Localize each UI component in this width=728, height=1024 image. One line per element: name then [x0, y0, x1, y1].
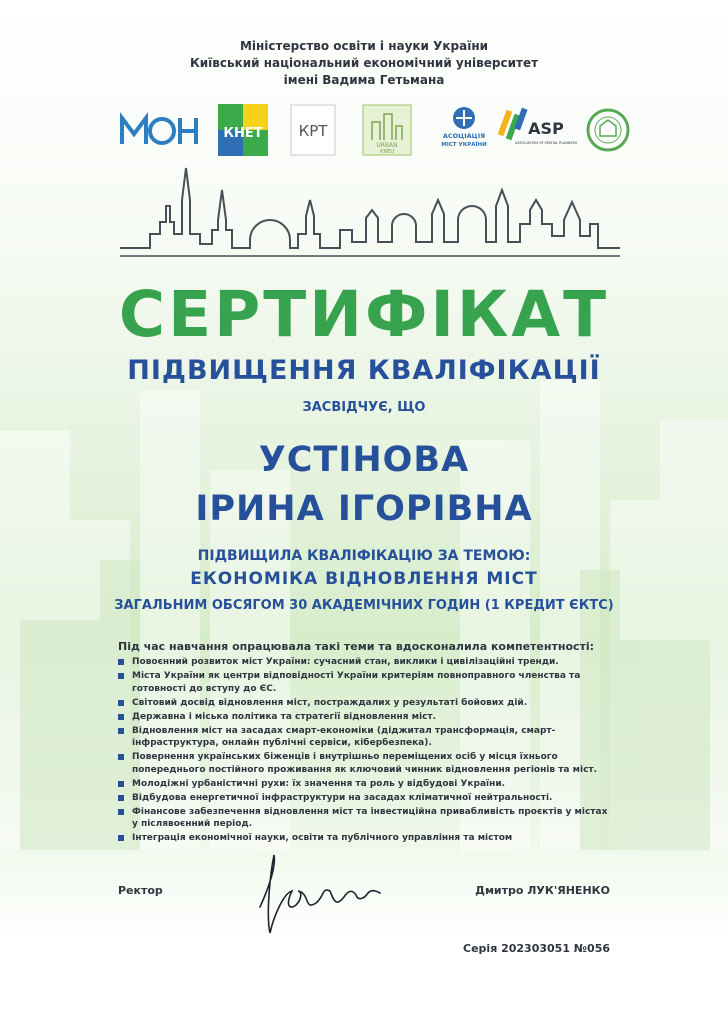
competencies-list	[118, 656, 608, 846]
partner-logos	[0, 104, 728, 160]
list-item-text: Відбудова енергетичної інфраструктури на засадах кліматичної нейтральності.	[132, 792, 553, 803]
university-namesake: імені Вадима Гетьмана	[283, 73, 445, 87]
topic-label: ПІДВИЩИЛА КВАЛІФІКАЦІЮ ЗА ТЕМОЮ:	[197, 548, 531, 564]
rector-label: Ректор	[118, 884, 163, 897]
asp-logo	[500, 104, 578, 156]
list-item	[118, 656, 608, 669]
list-item	[118, 778, 608, 791]
certificate-title: СЕРТИФІКАТ	[118, 278, 610, 351]
bullet-square-icon	[118, 673, 124, 679]
bullet-square-icon	[118, 835, 124, 841]
list-item-text: Світовий досвід відновлення міст, постраждалих у результаті бойових дій.	[132, 697, 528, 708]
course-volume: ЗАГАЛЬНИМ ОБСЯГОМ 30 АКАДЕМІЧНИХ ГОДИН (1 КРЕДИТ ЄКТС)	[114, 598, 614, 613]
bullet-square-icon	[118, 714, 124, 720]
issuer-header	[0, 38, 728, 89]
krt-logo	[290, 104, 336, 156]
recipient-surname: УСТІНОВА	[258, 440, 470, 480]
recipient-given-names: ІРИНА ІГОРІВНА	[195, 489, 533, 529]
svg-text:КРТ: КРТ	[298, 122, 328, 140]
urban-kneu-logo	[362, 104, 412, 156]
list-item	[118, 670, 608, 695]
svg-text:АСОЦІАЦІЯ: АСОЦІАЦІЯ	[442, 132, 486, 140]
certificate-subtitle: ПІДВИЩЕННЯ КВАЛІФІКАЦІЇ	[127, 355, 601, 386]
svg-text:МІСТ УКРАЇНИ: МІСТ УКРАЇНИ	[441, 142, 487, 148]
list-item	[118, 725, 608, 750]
cities-association-logo	[438, 104, 490, 156]
list-item-text: Молодіжні урбаністичні рухи: їх значення та роль у відбудові України.	[132, 778, 506, 789]
certificate-series-number: Серія 202303051 №056	[463, 942, 610, 955]
signer-name: Дмитро ЛУК'ЯНЕНКО	[475, 884, 610, 897]
competencies-intro: Під час навчання опрацювала такі теми та вдосконалила компетентності:	[118, 640, 595, 653]
list-item	[118, 792, 608, 805]
university-name: Київський національний економічний університет	[189, 56, 539, 70]
svg-text:ASP: ASP	[528, 119, 564, 138]
bullet-square-icon	[118, 754, 124, 760]
certifies-label: ЗАСВІДЧУЄ, ЩО	[302, 400, 426, 415]
bullet-square-icon	[118, 795, 124, 801]
bullet-square-icon	[118, 781, 124, 787]
list-item-text: Відновлення міст на засадах смарт-економіки (діджитал трансформація, смарт-інфраструктура, онлайн публічні сервіси, кібербезпека).	[132, 725, 556, 748]
rector-signature	[240, 845, 390, 945]
list-item-text: Повоєнний розвиток міст України: сучасний стан, виклики і цивілізаційні тренди.	[132, 657, 559, 667]
list-item	[118, 751, 608, 776]
bullet-square-icon	[118, 809, 124, 815]
list-item-text: Міста України як центри відповідності України критеріям повноправного членства та готовності до вступу до ЄС.	[132, 671, 581, 694]
list-item-text: Державна і міська політика та стратегії відновлення міст.	[132, 711, 437, 722]
list-item-text: Повернення українських біженців і внутрішньо переміщених осіб у місця їхнього попереднього постійного проживання як ключовий чинник відновлення регіонів та міст.	[132, 752, 598, 775]
list-item	[118, 711, 608, 724]
svg-text:КНЕТ: КНЕТ	[223, 126, 263, 141]
knet-logo	[218, 104, 268, 156]
list-item	[118, 806, 608, 831]
course-topic: ЕКОНОМІКА ВІДНОВЛЕННЯ МІСТ	[190, 569, 538, 589]
ministry-name: Міністерство освіти і науки України	[239, 39, 489, 53]
list-item-text: Інтеграція економічної науки, освіти та публічного управління та містом	[132, 833, 513, 843]
bullet-square-icon	[118, 700, 124, 706]
mon-logo	[118, 104, 200, 156]
kyiv-skyline	[120, 160, 620, 270]
bullet-square-icon	[118, 659, 124, 665]
svg-text:KNEU: KNEU	[380, 149, 394, 155]
list-item	[118, 832, 608, 845]
university-seal-logo	[586, 104, 630, 156]
svg-text:ASSOCIATION OF SPATIAL PLANNER: ASSOCIATION OF SPATIAL PLANNERS	[514, 141, 578, 145]
list-item	[118, 697, 608, 710]
list-item-text: Фінансове забезпечення відновлення міст та інвестиційна привабливість проєктів у містах у післявоєнний період.	[132, 806, 608, 829]
svg-text:URBAN: URBAN	[376, 142, 398, 149]
bullet-square-icon	[118, 728, 124, 734]
